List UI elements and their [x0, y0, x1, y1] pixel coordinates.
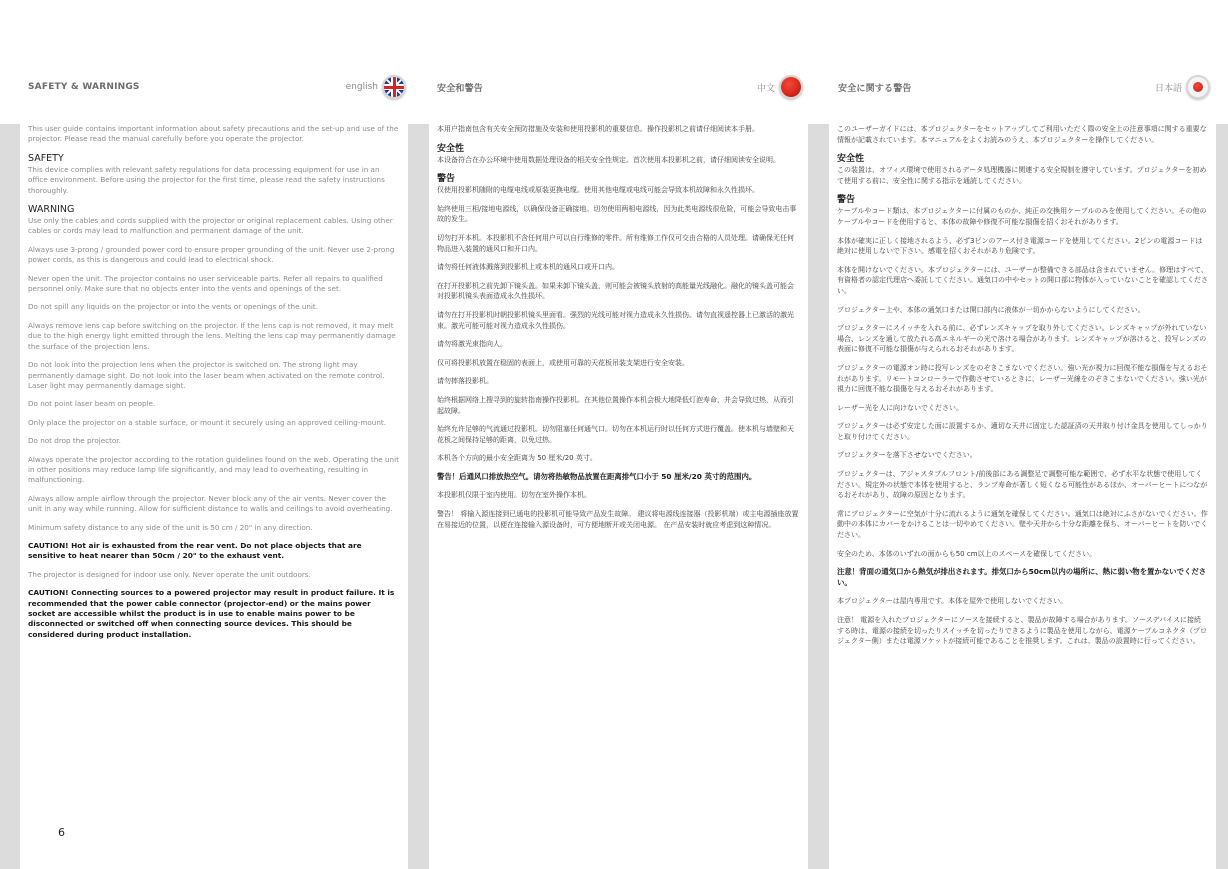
- paragraph: Do not look into the projection lens when the projector is switched on. The strong light may permanently damage sight. Do not look into the laser beam when activated on the remote control. Laser light may permanently damage sight.: [28, 360, 385, 390]
- paragraph: 请勿摔落投影机。: [437, 377, 493, 386]
- warning-heading: WARNING: [28, 204, 75, 216]
- paragraph: 请勿将激光束指向人。: [437, 340, 507, 349]
- right-margin-bar: [1216, 124, 1228, 869]
- paragraph: プロジェクターを落下させないでください。: [837, 451, 977, 460]
- paragraph: The projector is designed for indoor use only. Never operate the unit outdoors.: [28, 569, 311, 579]
- paragraph: 安全のため、本体のいずれの面からも50 cm以上のスペースを確保してください。: [837, 549, 1097, 558]
- language-indicator: [757, 77, 801, 97]
- chinese-column: [429, 124, 808, 869]
- paragraph: Always operate the projector according to the rotation guidelines found on the web. Operating the unit in other positions may reduce lamp life significantly, and may lead to overheating, resulting in malfunctioning.: [28, 454, 399, 485]
- language-indicator: [1155, 77, 1208, 97]
- header-japanese: [838, 74, 1208, 100]
- paragraph: Never open the unit. The projector contains no user serviceable parts. Refer all repairs to qualified personnel only. Make sure that no objects enter into the vents and openings of the set.: [28, 273, 383, 294]
- page-title: 安全和警告: [437, 83, 484, 94]
- paragraph: 始终允许足够的气流通过投影机。切勿阻塞任何通气口。切勿在本机运行时以任何方式进行覆盖。使本机与墙壁和天花板之间保持足够的距离，以免过热。: [437, 425, 794, 444]
- caution-text: 注意！ 電源を入れたプロジェクターにソースを接続すると、製品が故障する場合があります。ソースデバイスに接続する時は、電源の接続を切ったりスイッチを切ったりできるように製品を使用しながら、電源ケーブルコネクタ（プロジェクター側）または電源ソケットが接続可能であることを推奨します。これは、製品の設置時に行ってください。: [837, 616, 1207, 646]
- paragraph: 本机各个方向的最小安全距离为 50 厘米/20 英寸。: [437, 454, 597, 463]
- paragraph: Always remove lens cap before switching on the projector. If the lens cap is not removed, it may melt due to the high energy light emitted through the lens. Melting the lens cap may permanently damage the surface of the projection lens.: [28, 320, 396, 351]
- warning-text: 仅使用投影机随附的电缆电线或原装更换电缆。使用其他电缆或电线可能会导致本机故障和永久性损坏。: [437, 186, 759, 195]
- caution-text: CAUTION! Connecting sources to a powered projector may result in product failure. It is recommended that the power cable connector (projector-end) or the mains power socket are accessible whilst the product is in use to enable mains power to be disconnected or switched off when connecting source devices. This should be considered during product installation.: [28, 588, 395, 639]
- paragraph: 仅可将投影机放置在稳固的表面上，或使用可靠的天花板吊装支架进行安全安装。: [437, 358, 689, 367]
- paragraph: Always use 3-prong / grounded power cord to ensure proper grounding of the unit. Never use 2-prong power cords, as this is dangerous and could lead to electrical shock.: [28, 244, 395, 265]
- page-title: SAFETY & WARNINGS: [28, 82, 140, 92]
- left-margin-bar: [0, 124, 20, 869]
- paragraph: プロジェクターにスイッチを入れる前に、必ずレンズキャップを取り外してください。レンズキャップが外れていない場合、レンズを通して放たれる高エネルギーの光で溶ける場合があります。レンズキャップが溶けると、投写レンズの表面に修復不可能な損傷が与えられるおそれがあります。: [837, 324, 1207, 354]
- column-divider: [408, 124, 429, 869]
- page-number: 6: [58, 826, 65, 839]
- safety-text: この装置は、オフィス環境で使用されるデータ処理機器に関連する安全規制を遵守しています。プロジェクターを初めて使用する前に、安全性に関する指示を通読してください。: [837, 166, 1207, 185]
- caution-text: 警告！ 将输入源连接到已通电的投影机可能导致产品发生故障。 建议将电源线连接器（投影机端）或主电源插座放置在易接近的位置，以便在连接输入源设备时，可方便地断开或关闭电源。 在产品安装时就应考虑到这种情况。: [437, 510, 799, 529]
- paragraph: Only place the projector on a stable surface, or mount it securely using an approved ceiling-mount.: [28, 417, 386, 427]
- language-label: english: [345, 82, 378, 92]
- paragraph: 本プロジェクターは屋内専用です。本体を屋外で使用しないでください。: [837, 597, 1068, 606]
- warning-text: Use only the cables and cords supplied with the projector or original replacement cables. Using other cables or cords may lead to malfunction and permanent damage of the unit.: [28, 216, 393, 236]
- japanese-column: [829, 124, 1216, 869]
- caution-text: CAUTION! Hot air is exhausted from the rear vent. Do not place objects that are sensitive to heat nearer than 50cm / 20" to the exhaust vent.: [28, 540, 362, 561]
- paragraph: プロジェクターは必ず安定した面に設置するか、適切な天井に固定した認証済の天井取り付け金具を使用してしっかりと取り付けてください。: [837, 422, 1208, 441]
- china-flag-icon: [781, 77, 801, 97]
- paragraph: 本体が確実に正しく接地されるよう、必ず3ピンのアース付き電源コードを使用してください。2ピンの電源コードは絶対に使用しないで下さい。感電を招くおそれがあり危険です。: [837, 236, 1203, 256]
- paragraph: レーザー光を人に向けないでください。: [837, 403, 963, 412]
- warning-heading: 警告: [437, 174, 456, 185]
- paragraph: プロジェクターの電源オン時に投写レンズをのぞきこまないでください。強い光が視力に回復不能な損傷を与えるおそれがあります。リモートコンローラーで作動させているときに、レーザー光線をのぞきこまないでください。強い光が視力に回復不能な損傷を与えるおそれがあります。: [837, 363, 1208, 394]
- paragraph: Do not point laser beam on people.: [28, 399, 156, 409]
- safety-text: 本设备符合在办公环境中使用数据处理设备的相关安全性规定。首次使用本投影机之前，请仔细阅读安全说明。: [437, 155, 780, 164]
- warning-text: ケーブルやコード類は、本プロジェクターに付属のものか、純正の交換用ケーブルのみを使用してください。その他のケーブルやコードを使用すると、本体の故障や修復不可能な損傷を招くおそれがあります。: [837, 207, 1207, 226]
- safety-text: This device complies with relevant safety regulations for data processing equipment for use in an office environment. Before using the projector for the first time, please read the safety instructions thoroughly.: [28, 164, 385, 195]
- language-label: 日本語: [1154, 83, 1182, 94]
- paragraph: 始终使用三相/接地电源线，以确保设备正确接地。切勿使用两相电源线，因为此类电源线很危险，可能会导致电击事故的发生。: [437, 204, 797, 224]
- warning-heading: 警告: [837, 195, 856, 206]
- language-label: 中文: [756, 83, 775, 94]
- paragraph: 请勿在打开投影机时朝投影机镜头里面看。强烈的光线可能对视力造成永久性损伤。请勿直视遥控器上已激活的激光束。激光可能可能对视力造成永久性损伤。: [437, 310, 794, 330]
- paragraph: Do not spill any liquids on the projector or into the vents or openings of the unit.: [28, 302, 319, 312]
- safety-heading: 安全性: [437, 143, 465, 154]
- paragraph: 始终根据网络上搜寻到的旋转指南操作投影机。在其他位置操作本机会极大地降低灯泡寿命，并会导致过热，从而引起故障。: [437, 395, 794, 415]
- language-indicator: [346, 77, 404, 97]
- paragraph: プロジェクターは、アジャスタブルフロント/前後部にある調整足で調整可能な範囲で、必ず水平な状態で使用してください。規定外の状態で本体を使用すると、ランプ寿命が著しく短くなる可能性があるほか、オーバーヒートにつながるおそれがあり、故障の原因となります。: [837, 470, 1208, 500]
- paragraph: 切勿打开本机。本投影机不含任何用户可以自行维修的零件。所有维修工作仅可交由合格的人员处理。请确保无任何物品进入装置的通风口和开口内。: [437, 233, 794, 253]
- english-column: [20, 124, 408, 869]
- safety-heading: SAFETY: [28, 152, 64, 164]
- safety-heading: 安全性: [837, 154, 865, 165]
- paragraph: 在打开投影机之前先卸下镜头盖。如果未卸下镜头盖，则可能会被镜头放射的高能量光线融化。融化的镜头盖可能会对投影机镜头表面造成永久性损坏。: [437, 281, 794, 301]
- paragraph: 请勿将任何液体溅落到投影机上或本机的通风口或开口内。: [437, 263, 619, 272]
- header-english: [28, 74, 404, 100]
- paragraph: Do not drop the projector.: [28, 436, 121, 446]
- paragraph: 常にプロジェクターに空気が十分に流れるように通気を確保してください。通気口は絶対にふさがないでください。作動中の本体にカバーをかけることは一切やめてください。壁や天井から十分な距離を保ち、オーバーヒートを防いでください。: [837, 509, 1208, 540]
- paragraph: Always allow ample airflow through the projector. Never block any of the air vents. Never cover the unit in any way while running. Allow for sufficient distance to walls and ceilings to avoid overheating.: [28, 493, 393, 514]
- caution-text: 警告！后通风口排放热空气。请勿将热敏物品放置在距离排气口小于 50 厘米/20 英寸的范围内。: [437, 471, 757, 481]
- japan-flag-icon: [1188, 77, 1208, 97]
- caution-text: 注意！背面の通気口から熱気が排出されます。排気口から50cm以内の場所に、熱に弱い物を置かないでください。: [837, 567, 1207, 587]
- intro-text: This user guide contains important information about safety precautions and the set-up and use of the projector. Please read the manual carefully before you operate the projector.: [28, 124, 399, 144]
- uk-flag-icon: [384, 77, 404, 97]
- paragraph: 本体を開けないでください。本プロジェクターには、ユーザーが整備できる部品は含まれていません。修理はすべて、有資格者の認定代理店へ委託してください。通気口の中やセットの開口部に物体が入っていないことを確認してください。: [837, 265, 1208, 295]
- header-chinese: [437, 74, 801, 100]
- column-divider: [808, 124, 829, 869]
- paragraph: プロジェクター上や、本体の通気口または開口部内に液体が一切かからないようにしてください。: [837, 305, 1145, 314]
- intro-text: このユーザーガイドには、本プロジェクターをセットアップしてご利用いただく際の安全上の注意事項に関する重要な情報が記載されています。本マニュアルをよくお読みのうえ、本プロジェクターを操作してください。: [837, 125, 1207, 144]
- paragraph: 本投影机仅限于室内使用。切勿在室外操作本机。: [437, 491, 591, 500]
- paragraph: Minimum safety distance to any side of the unit is 50 cm / 20" in any direction.: [28, 522, 313, 532]
- intro-text: 本用户指南包含有关安全预防措施及安装和使用投影机的重要信息。操作投影机之前请仔细阅读本手册。: [437, 125, 759, 133]
- page-title: 安全に関する警告: [838, 83, 912, 94]
